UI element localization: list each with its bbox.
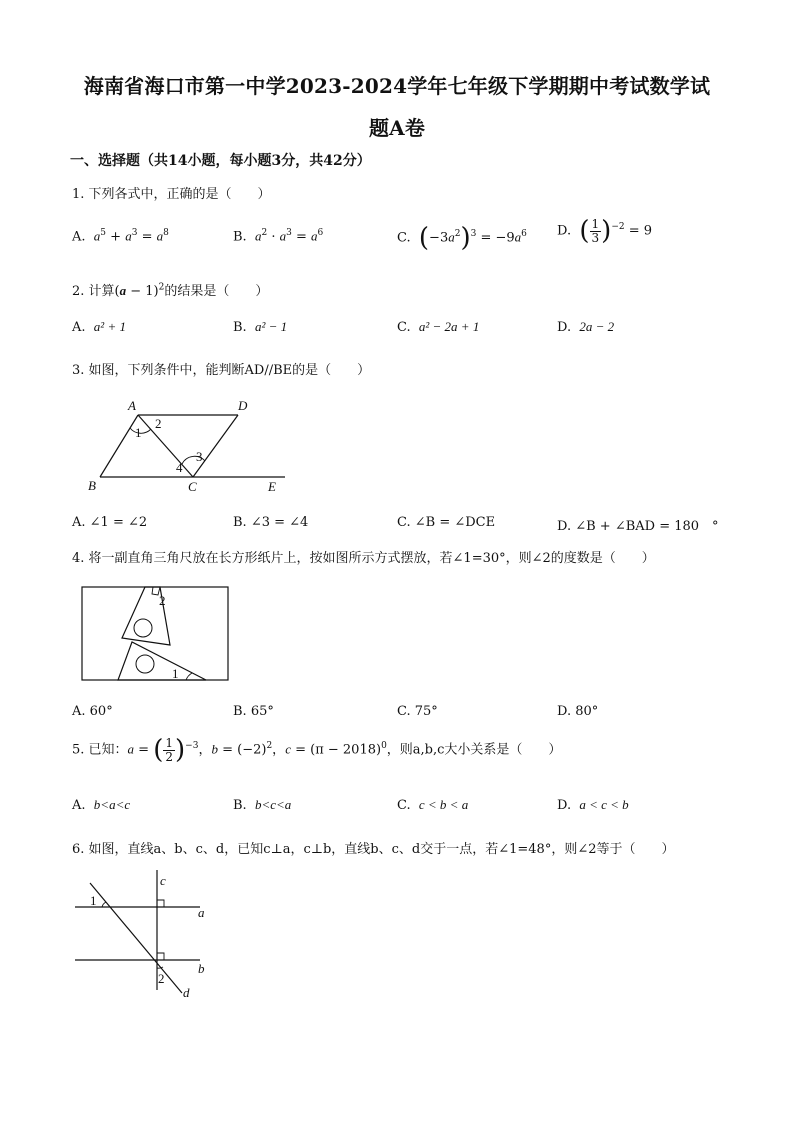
fig3-label-3: 3 (196, 449, 203, 464)
fig3-label-b: B (88, 478, 96, 493)
fig3-label-c: C (188, 479, 197, 494)
q1-option-d: D. ( $\frac{1}{3}$ )$^{-2}$ = 9 (557, 216, 653, 246)
fig3-label-d: D (238, 398, 248, 413)
exam-title-line1: 海南省海口市第一中学2023-2024学年七年级下学期期中考试数学试 (83, 74, 711, 98)
q2-option-d (557, 319, 614, 335)
q1-option-b: B. $a^2 \cdot a^3 = a^6$ (233, 228, 324, 245)
q2-option-b-letter: B. (233, 320, 247, 335)
question-4-stem: 4. 将一副直角三角尺放在长方形纸片上，按如图所示方式摆放，若∠1=30°，则∠2的度数是（ ） (72, 551, 655, 566)
q3-option-d: D. ∠B + ∠BAD = 180 ° (557, 519, 719, 534)
fig6-label-1: 1 (90, 893, 97, 908)
q5-option-a (72, 797, 130, 813)
question-1-stem: 1. 下列各式中，正确的是（ ） (72, 187, 271, 202)
fig6-label-a: a (198, 905, 205, 920)
q2-option-c-text: a² − 2a + 1 (418, 319, 480, 334)
question-5-stem: 5. 已知：a = ( $\frac{1}{2}$ )$^{-3}$，$b = (-2)^2$，$c = (\pi - 2018)^0$，则a,b,c大小关系是（ ） (72, 735, 562, 765)
q2-option-a-letter: A. (72, 320, 86, 335)
q2-option-c (397, 319, 479, 335)
question-6-stem: 6. 如图，直线a、b、c、d，已知c⊥a，c⊥b，直线b、c、d交于一点，若∠1=48°，则∠2等于（ ） (72, 842, 675, 857)
question-3-stem: 3. 如图，下列条件中，能判断AD//BE的是（ ） (72, 363, 371, 378)
q5-option-a-letter: A. (72, 798, 86, 813)
q2-option-b-text: a² − 1 (254, 319, 288, 334)
q2-option-b (233, 319, 287, 335)
fig4-label-2: 2 (159, 593, 166, 608)
q4-option-c: C. 75° (397, 704, 438, 719)
q4-figure (80, 585, 230, 683)
q2-option-a (72, 319, 126, 335)
q3-option-a: A. ∠1 = ∠2 (72, 515, 148, 530)
fig3-label-2: 2 (155, 416, 162, 431)
q1-option-c-letter: C. (397, 230, 411, 246)
fig4-label-1: 1 (172, 666, 179, 681)
q5-option-d-text: a < c < b (579, 797, 629, 812)
fig3-label-e: E (268, 479, 276, 494)
q5-option-c (397, 797, 468, 813)
q1-option-c: C. $(-3a^2)^3 = -9a^6$ (397, 223, 527, 253)
q1-option-a-letter: A. (72, 229, 86, 245)
fig6-label-b: b (198, 961, 205, 976)
q1-option-a: A. $a^5 + a^3 = a^8$ (72, 228, 169, 245)
q6-figure (70, 865, 220, 1005)
fig3-label-4: 4 (176, 460, 183, 475)
q4-option-d: D. 80° (557, 704, 599, 719)
q5-option-b-text: b<c<a (254, 797, 292, 812)
fig3-label-a: A (128, 398, 136, 413)
q2-stem-suffix: 的结果是（ ） (164, 284, 269, 299)
q2-option-a-text: a² + 1 (93, 319, 126, 334)
q3-option-c: C. ∠B = ∠DCE (397, 515, 496, 530)
q3-option-b: B. ∠3 = ∠4 (233, 515, 309, 530)
fig3-label-1: 1 (135, 425, 142, 440)
q2-option-d-text: 2a − 2 (579, 319, 615, 334)
q5-option-a-text: b<a<c (93, 797, 131, 812)
q2-option-d-letter: D. (557, 320, 572, 335)
q4-option-b: B. 65° (233, 704, 274, 719)
fig6-label-c: c (160, 873, 166, 888)
q2-option-c-letter: C. (397, 320, 411, 335)
section-heading: 一、选择题（共14小题，每小题3分，共42分） (70, 153, 371, 169)
q5-option-c-letter: C. (397, 798, 411, 813)
q5-option-b (233, 797, 291, 813)
q5-option-d (557, 797, 629, 813)
q3-figure (80, 395, 300, 495)
q5-option-d-letter: D. (557, 798, 572, 813)
fig6-label-d: d (183, 985, 190, 1000)
q2-stem-prefix: 2. 计算 (72, 284, 115, 299)
q5-option-b-letter: B. (233, 798, 247, 813)
q5-option-c-text: c < b < a (418, 797, 469, 812)
q4-option-a: A. 60° (72, 704, 113, 719)
q1-option-b-letter: B. (233, 229, 247, 245)
exam-title-line2: 题A卷 (368, 116, 426, 140)
fig6-label-2: 2 (158, 971, 165, 986)
q5-stem-suffix: ，则a,b,c大小关系是（ ） (386, 742, 562, 758)
q5-stem-prefix: 5. 已知： (72, 742, 128, 758)
q1-option-d-letter: D. (557, 223, 572, 239)
question-2-stem: 2. 计算$(a - 1)^2$的结果是（ ） (72, 282, 269, 299)
